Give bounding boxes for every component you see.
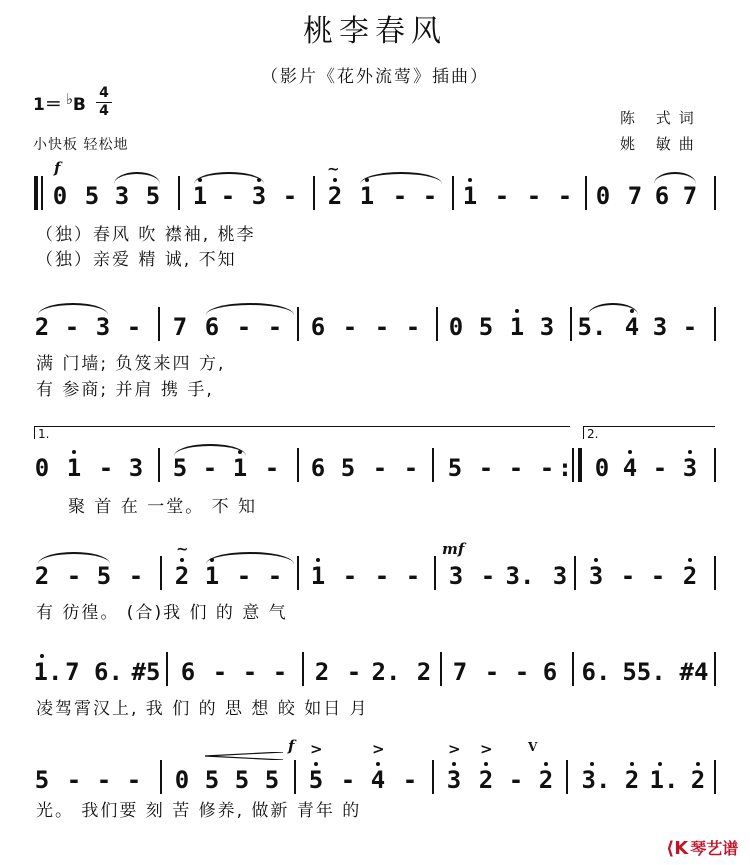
note: 5: [340, 454, 356, 482]
time-signature: [96, 85, 112, 120]
note: -: [264, 454, 280, 482]
note: -: [478, 454, 494, 482]
note: 3: [552, 562, 568, 590]
barline: [297, 556, 299, 590]
barline: [432, 760, 434, 794]
tempo-marking: 小快板 轻松地: [33, 137, 129, 153]
barline: [158, 448, 160, 482]
barline: [585, 176, 587, 210]
accent-mark: >: [372, 740, 385, 758]
composer-credit: 姚 敏曲: [620, 135, 702, 153]
barline: [432, 448, 434, 482]
dynamic-forte: f: [288, 737, 295, 755]
high-octave-dot: [630, 309, 634, 313]
note: -: [346, 658, 362, 686]
note: 5: [96, 562, 112, 590]
high-octave-dot: [544, 762, 548, 766]
barline: [160, 760, 162, 794]
crescendo-hairpin-shape: [205, 752, 283, 760]
notes-row-5: [0, 652, 750, 692]
flat-sign: ♭: [65, 90, 73, 108]
tie: [194, 172, 264, 184]
note: -: [539, 454, 555, 482]
lyric-line: 有 彷徨。 (合)我 们 的 意 气: [36, 603, 288, 623]
note: 1: [359, 182, 375, 210]
note: #5: [131, 658, 161, 686]
note: 1.: [649, 766, 679, 794]
note: 3: [539, 313, 555, 341]
lyrics-row-1-verse-1: [0, 220, 750, 244]
note: -: [126, 313, 142, 341]
slur: [654, 172, 696, 184]
note: 5: [478, 313, 494, 341]
note: -: [242, 658, 258, 686]
volta-1-label: 1.: [38, 427, 50, 441]
high-octave-dot: [316, 558, 320, 562]
note: 0: [34, 454, 50, 482]
watermark-logo: [666, 836, 738, 859]
note: 6: [180, 658, 196, 686]
note: 3: [95, 313, 111, 341]
barline: [302, 652, 304, 686]
note: 1: [310, 562, 326, 590]
note: -: [374, 562, 390, 590]
high-octave-dot: [238, 450, 242, 454]
note: -: [508, 766, 524, 794]
high-octave-dot: [376, 762, 380, 766]
barline: [714, 652, 716, 686]
note: 2: [416, 658, 432, 686]
note: 5: [204, 766, 220, 794]
note: -: [403, 454, 419, 482]
lyric-line: 光。 我们要 刻 苦 修养, 做新 青年 的: [36, 801, 362, 821]
note: 2: [174, 562, 190, 590]
high-octave-dot: [515, 309, 519, 313]
breath-mark: V: [528, 740, 538, 754]
barline: [714, 448, 716, 482]
note: 1: [509, 313, 525, 341]
note: -: [422, 182, 438, 210]
note: -: [340, 766, 356, 794]
note: 4: [624, 313, 640, 341]
barline: [714, 307, 716, 341]
high-octave-dot: [365, 178, 369, 182]
note: -: [374, 313, 390, 341]
barline: [294, 760, 296, 794]
repeat-dots: :: [557, 454, 573, 482]
dynamic-forte: f: [54, 159, 61, 177]
note: 6: [654, 182, 670, 210]
note: -: [220, 182, 236, 210]
high-octave-dot: [452, 762, 456, 766]
note: 0: [595, 182, 611, 210]
note: 6: [310, 454, 326, 482]
note: 7: [172, 313, 188, 341]
high-octave-dot: [658, 762, 662, 766]
lyrics-row-3: [0, 492, 750, 516]
note: -: [66, 562, 82, 590]
note: -: [272, 658, 288, 686]
note: 4: [622, 454, 638, 482]
note: 4: [370, 766, 386, 794]
second-ending-bracket: [583, 426, 715, 439]
barline: [714, 760, 716, 794]
lyrics-row-6: [0, 796, 750, 820]
note: 7: [627, 182, 643, 210]
note: 0: [174, 766, 190, 794]
tie: [174, 444, 246, 456]
note: 0: [52, 182, 68, 210]
note: -: [402, 766, 418, 794]
high-octave-dot: [180, 558, 184, 562]
note: 2: [624, 766, 640, 794]
note: 5.: [577, 313, 607, 341]
meter-top: 4: [99, 85, 109, 101]
note: 1: [192, 182, 208, 210]
note: -: [484, 658, 500, 686]
high-octave-dot: [590, 762, 594, 766]
tie: [38, 552, 110, 564]
logo-icon: ⟨K: [666, 838, 689, 859]
note: -: [392, 182, 408, 210]
lyric-line: 满 门墙; 负笈来四 方,: [36, 354, 226, 374]
note: 0: [448, 313, 464, 341]
high-octave-dot: [594, 558, 598, 562]
lyric-line: （独）亲爱 精 诚, 不知: [36, 250, 237, 270]
note: -: [405, 562, 421, 590]
accent-mark: >: [448, 740, 461, 758]
note: 2: [34, 313, 50, 341]
barline: [436, 307, 438, 341]
note: -: [405, 313, 421, 341]
song-subtitle: （影片《花外流莺》插曲）: [261, 67, 489, 87]
barline: [434, 556, 436, 590]
note: 1: [462, 182, 478, 210]
note: -: [236, 313, 252, 341]
slur: [206, 303, 294, 315]
note: 5: [145, 182, 161, 210]
tie: [206, 552, 294, 564]
note: 6: [310, 313, 326, 341]
note: 55.: [622, 658, 666, 686]
note: 6: [204, 313, 220, 341]
note: 6: [542, 658, 558, 686]
high-octave-dot: [630, 762, 634, 766]
note: 3: [114, 182, 130, 210]
barline: [440, 652, 442, 686]
note: 3: [652, 313, 668, 341]
key-signature: [33, 90, 86, 115]
note: -: [66, 766, 82, 794]
high-octave-dot: [72, 450, 76, 454]
song-title: 桃李春风: [303, 14, 447, 49]
note: 3: [251, 182, 267, 210]
lyric-line: 有 参商; 并肩 携 手,: [36, 380, 214, 400]
note: 3.: [505, 562, 535, 590]
high-octave-dot: [688, 450, 692, 454]
note: -: [508, 454, 524, 482]
high-octave-dot: [40, 654, 44, 658]
barline: [178, 176, 180, 210]
note: 7: [682, 182, 698, 210]
volta-2-label: 2.: [587, 427, 599, 441]
barline: [166, 652, 168, 686]
high-octave-dot: [198, 178, 202, 182]
barline: [297, 448, 299, 482]
note: -: [98, 454, 114, 482]
note: -: [96, 766, 112, 794]
high-octave-dot: [688, 558, 692, 562]
note: 7 6.: [65, 658, 123, 686]
note: -: [650, 562, 666, 590]
note: -: [202, 454, 218, 482]
lyric-line: 凌驾霄汉上, 我 们 的 思 想 皎 如日 月: [36, 699, 369, 719]
accent-mark: >: [310, 740, 323, 758]
high-octave-dot: [333, 178, 337, 182]
note: 2: [314, 658, 330, 686]
note: -: [128, 562, 144, 590]
mordent-symbol: ~: [327, 160, 340, 178]
notes-row-6: [0, 740, 750, 800]
barline: [714, 556, 716, 590]
barline: [572, 448, 574, 482]
note: 5: [308, 766, 324, 794]
note: 2: [327, 182, 343, 210]
high-octave-dot: [484, 762, 488, 766]
tie: [38, 303, 108, 315]
note: -: [342, 313, 358, 341]
high-octave-dot: [210, 558, 214, 562]
note: -: [652, 454, 668, 482]
note: 2: [682, 562, 698, 590]
note: 3: [682, 454, 698, 482]
notes-row-1: [0, 160, 750, 216]
note: 5: [84, 182, 100, 210]
note: -: [514, 658, 530, 686]
note: 7: [452, 658, 468, 686]
lyrics-row-5: [0, 694, 750, 718]
note: 2: [690, 766, 706, 794]
lyrics-row-2-verse-1: [0, 349, 750, 373]
note: 1: [204, 562, 220, 590]
tie: [360, 172, 442, 184]
barline: [574, 556, 576, 590]
mordent-symbol: ~: [176, 540, 189, 558]
note: -: [526, 182, 542, 210]
barline: [158, 307, 160, 341]
note: 3: [588, 562, 604, 590]
note: -: [126, 766, 142, 794]
note: 3: [128, 454, 144, 482]
note: -: [682, 313, 698, 341]
note: -: [494, 182, 510, 210]
meter-bottom: 4: [96, 102, 112, 120]
note: 5: [172, 454, 188, 482]
note: 2: [478, 766, 494, 794]
lyrics-row-4: [0, 598, 750, 622]
crescendo-hairpin: [205, 745, 283, 753]
note: -: [480, 562, 496, 590]
accent-mark: >: [480, 740, 493, 758]
note: 5: [234, 766, 250, 794]
notes-row-2: [0, 307, 750, 347]
lyric-line: （独）春风 吹 襟袖, 桃李: [36, 225, 256, 245]
barline: [570, 307, 572, 341]
note: #4: [679, 658, 709, 686]
note: 5: [264, 766, 280, 794]
note: 5: [34, 766, 50, 794]
key-prefix: 1＝: [33, 95, 62, 115]
note: 3.: [581, 766, 611, 794]
note: 0: [594, 454, 610, 482]
note: 2: [538, 766, 554, 794]
first-ending-bracket: [34, 426, 570, 439]
note: 1: [66, 454, 82, 482]
high-octave-dot: [696, 762, 700, 766]
note: -: [267, 562, 283, 590]
lyricist-credit: 陈 式词: [620, 109, 702, 127]
note: -: [342, 562, 358, 590]
note: -: [620, 562, 636, 590]
lyric-line: 聚 首 在 一堂。 不 知: [68, 497, 258, 517]
barline: [313, 176, 315, 210]
note: -: [557, 182, 573, 210]
note: -: [236, 562, 252, 590]
key-note: B: [72, 95, 86, 115]
barline: [566, 760, 568, 794]
barline: [41, 176, 43, 210]
note: 2.: [371, 658, 401, 686]
barline: [572, 652, 574, 686]
high-octave-dot: [257, 178, 261, 182]
note: -: [212, 658, 228, 686]
note: 3: [446, 766, 462, 794]
logo-text: 琴艺谱: [690, 839, 739, 858]
high-octave-dot: [628, 450, 632, 454]
note: 1: [232, 454, 248, 482]
barline: [297, 307, 299, 341]
repeat-start-barline: [34, 176, 38, 210]
note: -: [282, 182, 298, 210]
dynamic-mezzo-forte: mf: [442, 540, 465, 558]
note: -: [372, 454, 388, 482]
slur: [114, 172, 160, 184]
notes-row-3: [0, 448, 750, 488]
barline: [714, 176, 716, 210]
barline: [160, 556, 162, 590]
high-octave-dot: [468, 178, 472, 182]
repeat-end-barline: [578, 448, 582, 482]
note: 1.: [33, 658, 63, 686]
lyrics-row-2-verse-2: [0, 375, 750, 399]
note: 5: [447, 454, 463, 482]
note: -: [267, 313, 283, 341]
note: -: [64, 313, 80, 341]
note: 6.: [581, 658, 611, 686]
note: 3: [448, 562, 464, 590]
high-octave-dot: [314, 762, 318, 766]
note: 2: [34, 562, 50, 590]
barline: [452, 176, 454, 210]
lyrics-row-1-verse-2: [0, 245, 750, 269]
